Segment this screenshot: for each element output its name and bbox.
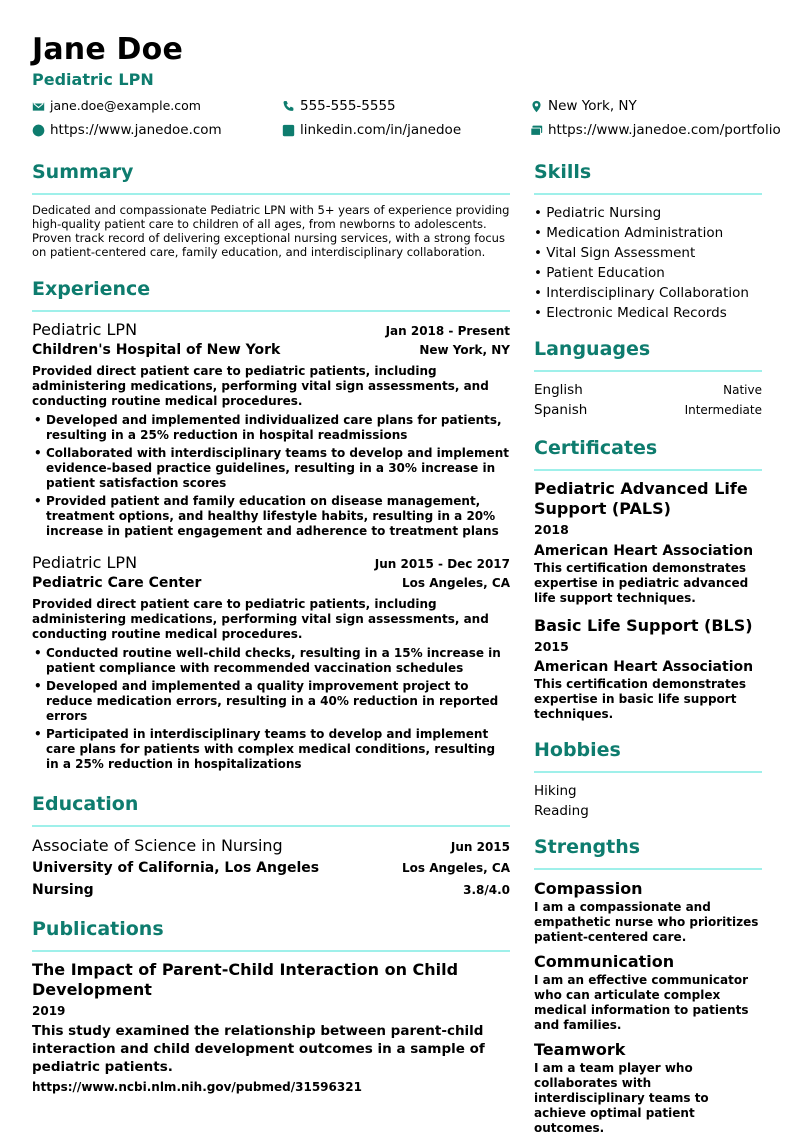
language-name: English [534,382,583,398]
education-degree: Associate of Science in Nursing [32,836,283,855]
contact-website[interactable] [32,122,222,138]
website-text: https://www.janedoe.com [50,122,222,138]
contact-portfolio[interactable] [530,122,781,138]
portfolio-text: https://www.janedoe.com/portfolio [548,122,781,138]
hobby-item: Hiking [534,783,577,799]
education-heading: Education [32,792,510,827]
publication-link[interactable]: https://www.ncbi.nlm.nih.gov/pubmed/31596321 [32,1080,362,1094]
skills-heading: Skills [534,160,762,195]
job-dates: Jan 2018 - Present [385,324,510,338]
strength-description: I am a compassionate and empathetic nurse who prioritizes patient-centered care. [534,900,759,944]
strength-description: I am an effective communicator who can articulate complex medical information to patients and families. [534,973,749,1032]
skill-item: • Electronic Medical Records [534,305,727,321]
job-employer: Children's Hospital of New York [32,342,281,358]
language-item [534,400,762,420]
strength-item [534,878,762,945]
certificate-issuer: American Heart Association [534,659,754,675]
achievement-item: • Provided patient and family education on disease management, treatment options, and healthy lifestyle habits, resulting in a 20% increase in patient engagement and adherence to treatment plans [46,494,510,539]
linkedin-text: linkedin.com/in/janedoe [300,122,462,138]
education-field: Nursing [32,882,94,898]
publication-title: The Impact of Parent-Child Interaction on Child Development [32,960,459,999]
strength-name: Communication [534,952,675,971]
achievement-item: • Collaborated with interdisciplinary teams to develop and implement evidence-based practice guidelines, resulting in a 30% increase in patient satisfaction scores [46,446,510,491]
phone-icon [282,100,295,113]
candidate-name: Jane Doe [32,32,184,67]
skill-item: • Pediatric Nursing [534,205,662,221]
sidebar-column [534,160,762,1136]
publications-heading: Publications [32,917,510,952]
job-description: Provided direct patient care to pediatric patients, including administering medications, performing vital sign assessments, and conducting routine medical procedures. [32,597,489,641]
summary-text: Dedicated and compassionate Pediatric LPN with 5+ years of experience providing high-quality patient care to children of all ages, from newborns to adolescents. Proven track record of delivering exceptional nursing services, with a strong focus on patient-centered care, family education, and interdisciplinary collaboration. [32,203,510,259]
certificate-description: This certification demonstrates expertise in basic life support techniques. [534,677,747,721]
education-school: University of California, Los Angeles [32,860,320,876]
portfolio-icon [530,124,543,137]
job-title: Pediatric LPN [32,320,138,339]
achievement-item: • Developed and implemented individualized care plans for patients, resulting in a 25% reduction in hospital readmissions [46,413,510,443]
job-description: Provided direct patient care to pediatric patients, including administering medications, performing vital sign assessments, and conducting routine medical procedures. [32,364,489,408]
hobby-item: Reading [534,803,589,819]
globe-icon [32,124,45,137]
strength-name: Teamwork [534,1040,626,1059]
location-text: New York, NY [548,98,637,114]
contact-email[interactable] [32,98,201,114]
strength-name: Compassion [534,879,643,898]
strength-item [534,1039,762,1136]
skill-item: • Medication Administration [534,225,724,241]
envelope-icon [32,100,45,113]
summary-heading: Summary [32,160,510,195]
achievement-item: • Developed and implemented a quality improvement project to reduce medication errors, resulting in a 40% reduction in reported errors [46,679,510,724]
contact-linkedin[interactable] [282,122,461,138]
job-location: New York, NY [419,343,510,357]
education-gpa: 3.8/4.0 [463,883,510,897]
linkedin-icon [282,124,295,137]
strength-item [534,951,762,1033]
certificate-name: Pediatric Advanced Life Support (PALS) [534,479,748,518]
email-text: jane.doe@example.com [50,98,201,113]
main-column [32,160,510,1098]
certificate-year: 2015 [534,639,569,654]
experience-item [32,553,510,772]
contact-phone[interactable] [282,98,396,114]
certificates-heading: Certificates [534,436,762,471]
certificate-description: This certification demonstrates expertise in pediatric advanced life support techniques. [534,561,749,605]
job-dates: Jun 2015 - Dec 2017 [374,557,510,571]
skill-item: • Interdisciplinary Collaboration [534,285,749,301]
achievement-item: • Conducted routine well-child checks, resulting in a 15% increase in patient compliance with recommended vaccination schedules [46,646,510,676]
publication-year: 2019 [32,1004,66,1018]
certificate-name: Basic Life Support (BLS) [534,616,753,635]
map-pin-icon [530,100,543,113]
achievement-item: • Participated in interdisciplinary teams to develop and implement care plans for patients with complex medical conditions, resulting in a 25% reduction in hospitalizations [46,727,510,772]
job-location: Los Angeles, CA [402,576,510,590]
job-title: Pediatric LPN [32,553,138,572]
certificate-year: 2018 [534,522,569,537]
contact-location [530,98,637,114]
certificate-item [534,616,762,722]
language-level: Intermediate [684,403,762,417]
certificate-issuer: American Heart Association [534,543,754,559]
strength-description: I am a team player who collaborates with interdisciplinary teams to achieve optimal patient outcomes. [534,1061,709,1135]
skill-item: • Patient Education [534,265,665,281]
job-achievements [32,413,510,539]
publication-summary: This study examined the relationship between parent-child interaction and child development outcomes in a sample of pediatric patients. [32,1023,485,1075]
language-item [534,380,762,400]
certificate-item [534,479,762,606]
experience-heading: Experience [32,277,510,312]
skill-item: • Vital Sign Assessment [534,245,696,261]
hobbies-heading: Hobbies [534,738,762,773]
language-name: Spanish [534,402,588,418]
phone-text: 555-555-5555 [300,98,396,114]
experience-item [32,320,510,539]
strengths-heading: Strengths [534,835,762,870]
job-achievements [32,646,510,772]
language-level: Native [723,383,762,397]
candidate-role: Pediatric LPN [32,70,154,89]
job-employer: Pediatric Care Center [32,575,202,591]
education-location: Los Angeles, CA [402,861,510,875]
languages-heading: Languages [534,337,762,372]
education-date: Jun 2015 [450,840,510,854]
